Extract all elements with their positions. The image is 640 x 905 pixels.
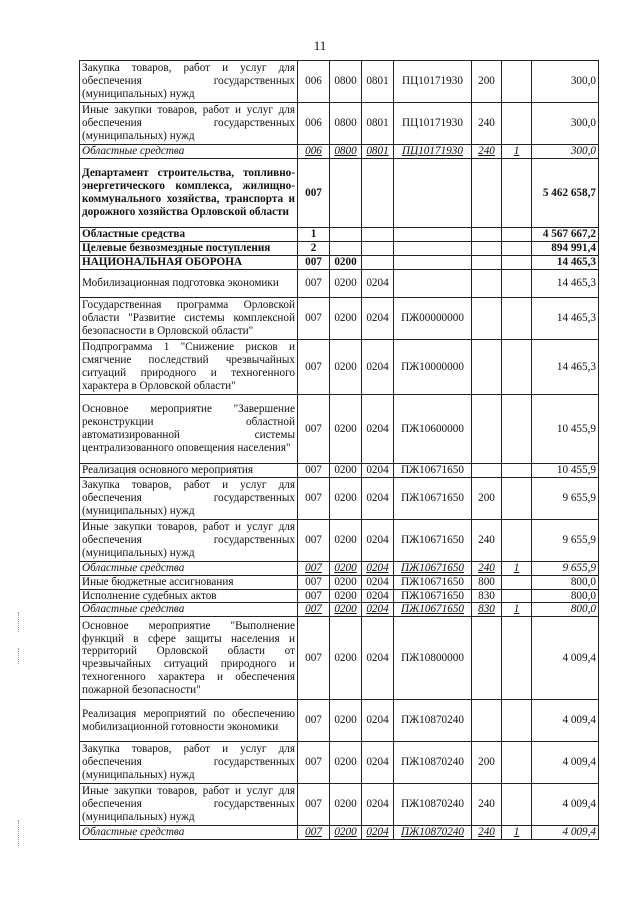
funding-source-code <box>502 256 532 270</box>
amount: 10 455,9 <box>532 395 599 464</box>
subsection-code: 0204 <box>362 270 394 298</box>
grbs-code: 007 <box>298 742 330 784</box>
target-article-code <box>394 256 472 270</box>
grbs-code: 007 <box>298 478 330 520</box>
amount: 4 567 667,2 <box>532 228 599 242</box>
table-row <box>80 270 599 298</box>
scan-margin-mark <box>18 612 22 632</box>
row-name: Областные средства <box>80 562 298 576</box>
section-code: 0200 <box>330 520 362 562</box>
table-row <box>80 298 599 340</box>
amount: 4 009,4 <box>532 617 599 700</box>
expense-type-code <box>472 395 502 464</box>
subsection-code: 0204 <box>362 298 394 340</box>
subsection-code: 0204 <box>362 575 394 589</box>
subsection-code: 0801 <box>362 61 394 103</box>
target-article-code <box>394 228 472 242</box>
target-article-code: ПЖ10870240 <box>394 742 472 784</box>
target-article-code: ПЦ10171930 <box>394 103 472 145</box>
funding-source-code: 1 <box>502 562 532 576</box>
table-row <box>80 61 599 103</box>
row-name: Основное мероприятие "Выполнение функций в сфере защиты населения и территорий Орловской области от чрезвычайных ситуаций природного и техногенного характера и обеспечения пожарной безопасности" <box>80 617 298 700</box>
subsection-code: 0204 <box>362 340 394 395</box>
subsection-code: 0204 <box>362 826 394 840</box>
section-code: 0800 <box>330 145 362 159</box>
expense-type-code: 830 <box>472 589 502 603</box>
section-code <box>330 242 362 256</box>
scan-margin-mark <box>18 820 22 846</box>
expense-type-code <box>472 617 502 700</box>
row-name: Реализация основного мероприятия <box>80 464 298 478</box>
target-article-code: ПЖ10671650 <box>394 575 472 589</box>
row-name: Иные закупки товаров, работ и услуг для обеспечения государственных (муниципальных) нужд <box>80 520 298 562</box>
amount: 10 455,9 <box>532 464 599 478</box>
table-row <box>80 464 599 478</box>
section-code: 0200 <box>330 340 362 395</box>
subsection-code: 0801 <box>362 145 394 159</box>
funding-source-code <box>502 784 532 826</box>
funding-source-code <box>502 298 532 340</box>
table-row <box>80 520 599 562</box>
subsection-code: 0204 <box>362 464 394 478</box>
section-code: 0200 <box>330 617 362 700</box>
expense-type-code: 240 <box>472 103 502 145</box>
funding-source-code <box>502 464 532 478</box>
table-row <box>80 826 599 840</box>
grbs-code: 007 <box>298 700 330 742</box>
grbs-code: 007 <box>298 395 330 464</box>
row-name: Подпрограмма 1 "Снижение рисков и смягчение последствий чрезвычайных ситуаций природного и техногенного характера в Орловской области" <box>80 340 298 395</box>
expense-type-code: 240 <box>472 145 502 159</box>
expense-type-code <box>472 256 502 270</box>
subsection-code <box>362 228 394 242</box>
grbs-code: 007 <box>298 464 330 478</box>
funding-source-code <box>502 270 532 298</box>
expense-type-code: 240 <box>472 520 502 562</box>
grbs-code: 007 <box>298 340 330 395</box>
subsection-code: 0204 <box>362 478 394 520</box>
target-article-code: ПЖ10870240 <box>394 784 472 826</box>
funding-source-code <box>502 575 532 589</box>
target-article-code <box>394 159 472 228</box>
amount: 300,0 <box>532 61 599 103</box>
funding-source-code <box>502 340 532 395</box>
section-code: 0200 <box>330 826 362 840</box>
row-name: Закупка товаров, работ и услуг для обеспечения государственных (муниципальных) нужд <box>80 61 298 103</box>
section-code: 0200 <box>330 395 362 464</box>
subsection-code <box>362 256 394 270</box>
amount: 800,0 <box>532 589 599 603</box>
grbs-code: 007 <box>298 826 330 840</box>
amount: 4 009,4 <box>532 784 599 826</box>
expense-type-code <box>472 270 502 298</box>
row-name: Целевые безвозмездные поступления <box>80 242 298 256</box>
table-row <box>80 228 599 242</box>
grbs-code: 007 <box>298 520 330 562</box>
amount: 9 655,9 <box>532 478 599 520</box>
grbs-code: 007 <box>298 589 330 603</box>
section-code: 0200 <box>330 464 362 478</box>
funding-source-code <box>502 61 532 103</box>
amount: 4 009,4 <box>532 826 599 840</box>
section-code: 0200 <box>330 784 362 826</box>
section-code: 0200 <box>330 700 362 742</box>
page-number: 11 <box>313 38 327 53</box>
table-row <box>80 256 599 270</box>
expense-type-code: 800 <box>472 575 502 589</box>
subsection-code: 0204 <box>362 589 394 603</box>
section-code <box>330 228 362 242</box>
expense-type-code: 240 <box>472 562 502 576</box>
expense-type-code <box>472 464 502 478</box>
table-row <box>80 478 599 520</box>
funding-source-code <box>502 159 532 228</box>
subsection-code: 0204 <box>362 742 394 784</box>
funding-source-code <box>502 395 532 464</box>
target-article-code: ПЖ10600000 <box>394 395 472 464</box>
budget-table <box>79 60 599 840</box>
grbs-code: 007 <box>298 562 330 576</box>
amount: 800,0 <box>532 575 599 589</box>
amount: 300,0 <box>532 145 599 159</box>
amount: 800,0 <box>532 603 599 617</box>
funding-source-code <box>502 589 532 603</box>
expense-type-code <box>472 298 502 340</box>
subsection-code <box>362 242 394 256</box>
row-name: Иные бюджетные ассигнования <box>80 575 298 589</box>
section-code: 0200 <box>330 256 362 270</box>
grbs-code: 006 <box>298 103 330 145</box>
target-article-code <box>394 242 472 256</box>
expense-type-code: 240 <box>472 826 502 840</box>
amount: 9 655,9 <box>532 520 599 562</box>
funding-source-code <box>502 742 532 784</box>
funding-source-code <box>502 617 532 700</box>
row-name: Областные средства <box>80 145 298 159</box>
section-code: 0200 <box>330 478 362 520</box>
subsection-code: 0204 <box>362 603 394 617</box>
row-name: Закупка товаров, работ и услуг для обеспечения государственных (муниципальных) нужд <box>80 742 298 784</box>
table-row <box>80 784 599 826</box>
amount: 9 655,9 <box>532 562 599 576</box>
expense-type-code: 200 <box>472 478 502 520</box>
amount: 14 465,3 <box>532 256 599 270</box>
table-row <box>80 562 599 576</box>
row-name: Департамент строительства, топливно-энергетического комплекса, жилищно-коммунального хозяйства, транспорта и дорожного хозяйства Орловской области <box>80 159 298 228</box>
table-row <box>80 742 599 784</box>
section-code: 0200 <box>330 270 362 298</box>
table-row <box>80 589 599 603</box>
funding-source-code <box>502 700 532 742</box>
target-article-code: ПЖ10870240 <box>394 700 472 742</box>
target-article-code: ПЖ10671650 <box>394 464 472 478</box>
amount: 14 465,3 <box>532 270 599 298</box>
grbs-code: 007 <box>298 270 330 298</box>
target-article-code: ПЖ00000000 <box>394 298 472 340</box>
scan-margin-mark <box>18 648 22 664</box>
subsection-code: 0801 <box>362 103 394 145</box>
amount: 14 465,3 <box>532 298 599 340</box>
grbs-code: 007 <box>298 784 330 826</box>
grbs-code: 007 <box>298 575 330 589</box>
row-name: НАЦИОНАЛЬНАЯ ОБОРОНА <box>80 256 298 270</box>
table-row <box>80 242 599 256</box>
grbs-code: 007 <box>298 256 330 270</box>
target-article-code: ПЖ10870240 <box>394 826 472 840</box>
section-code: 0800 <box>330 103 362 145</box>
grbs-code: 007 <box>298 159 330 228</box>
row-name: Государственная программа Орловской области "Развитие системы комплексной безопасности в Орловской области" <box>80 298 298 340</box>
table-row <box>80 700 599 742</box>
subsection-code: 0204 <box>362 617 394 700</box>
expense-type-code <box>472 340 502 395</box>
table-row <box>80 395 599 464</box>
row-name: Реализация мероприятий по обеспечению мобилизационной готовности экономики <box>80 700 298 742</box>
amount: 14 465,3 <box>532 340 599 395</box>
target-article-code: ПЖ10800000 <box>394 617 472 700</box>
grbs-code: 1 <box>298 228 330 242</box>
row-name: Областные средства <box>80 228 298 242</box>
target-article-code: ПЖ10671650 <box>394 520 472 562</box>
row-name: Исполнение судебных актов <box>80 589 298 603</box>
expense-type-code <box>472 242 502 256</box>
funding-source-code <box>502 103 532 145</box>
funding-source-code: 1 <box>502 145 532 159</box>
target-article-code: ПЖ10671650 <box>394 589 472 603</box>
amount: 894 991,4 <box>532 242 599 256</box>
table-row <box>80 340 599 395</box>
table-row <box>80 103 599 145</box>
amount: 4 009,4 <box>532 700 599 742</box>
expense-type-code: 240 <box>472 784 502 826</box>
grbs-code: 006 <box>298 61 330 103</box>
target-article-code: ПЖ10671650 <box>394 562 472 576</box>
amount: 5 462 658,7 <box>532 159 599 228</box>
grbs-code: 007 <box>298 617 330 700</box>
expense-type-code: 830 <box>472 603 502 617</box>
target-article-code: ПЖ10000000 <box>394 340 472 395</box>
amount: 4 009,4 <box>532 742 599 784</box>
row-name: Областные средства <box>80 826 298 840</box>
row-name: Закупка товаров, работ и услуг для обеспечения государственных (муниципальных) нужд <box>80 478 298 520</box>
target-article-code: ПЦ10171930 <box>394 145 472 159</box>
subsection-code: 0204 <box>362 700 394 742</box>
subsection-code <box>362 159 394 228</box>
row-name: Мобилизационная подготовка экономики <box>80 270 298 298</box>
section-code: 0200 <box>330 575 362 589</box>
row-name: Иные закупки товаров, работ и услуг для обеспечения государственных (муниципальных) нужд <box>80 784 298 826</box>
table-row <box>80 575 599 589</box>
expense-type-code: 200 <box>472 742 502 784</box>
expense-type-code <box>472 228 502 242</box>
subsection-code: 0204 <box>362 395 394 464</box>
funding-source-code: 1 <box>502 826 532 840</box>
amount: 300,0 <box>532 103 599 145</box>
subsection-code: 0204 <box>362 562 394 576</box>
section-code: 0200 <box>330 562 362 576</box>
section-code: 0200 <box>330 589 362 603</box>
subsection-code: 0204 <box>362 784 394 826</box>
expense-type-code <box>472 700 502 742</box>
target-article-code: ПЖ10671650 <box>394 478 472 520</box>
table-row <box>80 617 599 700</box>
table-row <box>80 603 599 617</box>
row-name: Иные закупки товаров, работ и услуг для обеспечения государственных (муниципальных) нужд <box>80 103 298 145</box>
funding-source-code <box>502 520 532 562</box>
funding-source-code <box>502 478 532 520</box>
target-article-code: ПЦ10171930 <box>394 61 472 103</box>
row-name: Основное мероприятие "Завершение реконструкции областной автоматизированной системы централизованного оповещения населения" <box>80 395 298 464</box>
funding-source-code <box>502 228 532 242</box>
subsection-code: 0204 <box>362 520 394 562</box>
section-code: 0800 <box>330 61 362 103</box>
grbs-code: 006 <box>298 145 330 159</box>
section-code: 0200 <box>330 298 362 340</box>
funding-source-code <box>502 242 532 256</box>
target-article-code: ПЖ10671650 <box>394 603 472 617</box>
section-code <box>330 159 362 228</box>
row-name: Областные средства <box>80 603 298 617</box>
funding-source-code: 1 <box>502 603 532 617</box>
table-row <box>80 145 599 159</box>
section-code: 0200 <box>330 603 362 617</box>
grbs-code: 007 <box>298 298 330 340</box>
section-code: 0200 <box>330 742 362 784</box>
table-row <box>80 159 599 228</box>
target-article-code <box>394 270 472 298</box>
grbs-code: 2 <box>298 242 330 256</box>
expense-type-code <box>472 159 502 228</box>
expense-type-code: 200 <box>472 61 502 103</box>
grbs-code: 007 <box>298 603 330 617</box>
